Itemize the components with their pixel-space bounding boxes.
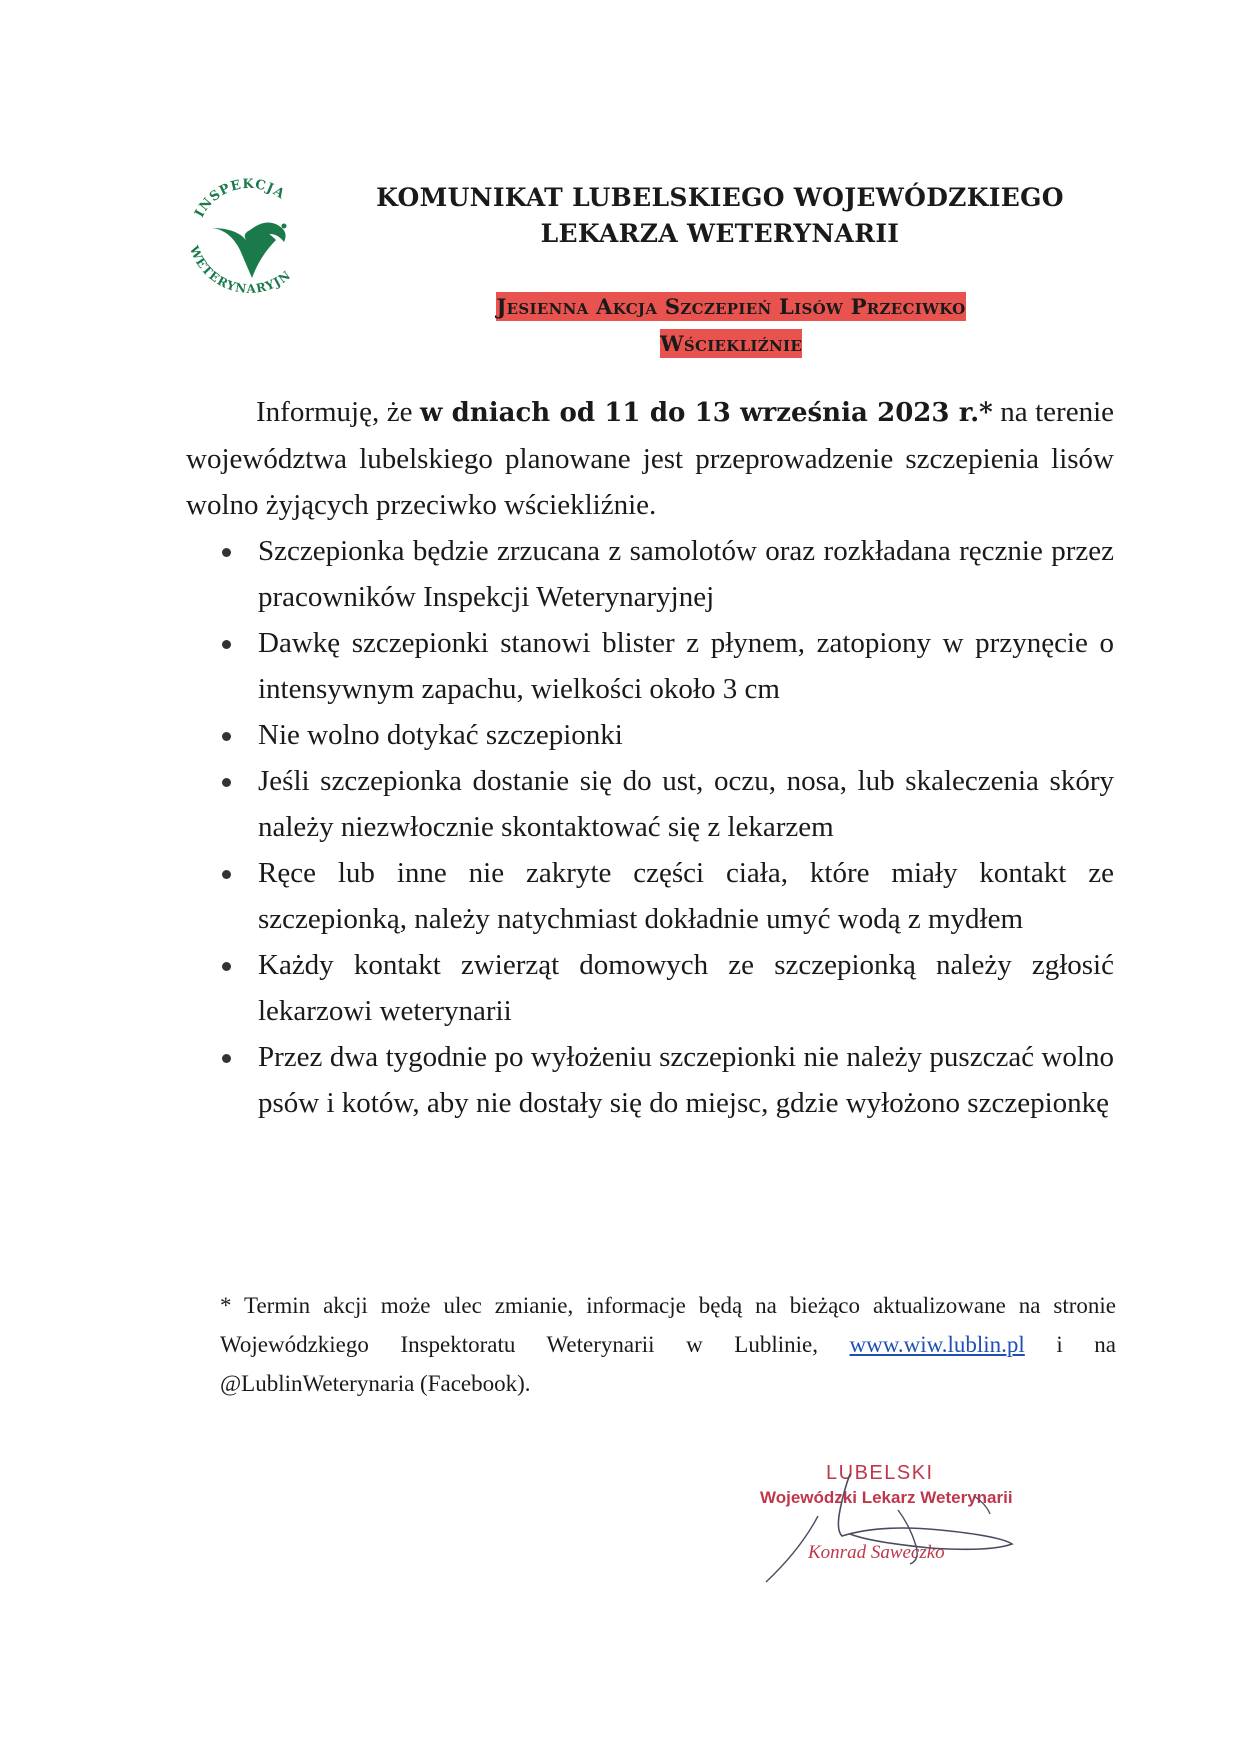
list-item-text: Nie wolno dotykać szczepionki <box>258 719 623 751</box>
bullet-dot-icon <box>222 732 231 741</box>
subtitle-line2: Wściekliźnie <box>659 331 803 356</box>
website-link[interactable]: www.wiw.lublin.pl <box>849 1332 1025 1357</box>
handwritten-signature-icon <box>740 1460 1060 1600</box>
list-item <box>186 528 1114 620</box>
list-item-text: Jeśli szczepionka dostanie się do ust, oczu, nosa, lub skaleczenia skóry należy niezwłocznie skontaktować się z lekarzem <box>258 765 1114 843</box>
announcement-body <box>186 389 1114 1126</box>
list-item <box>186 942 1114 1034</box>
veterinary-inspection-logo <box>190 178 320 328</box>
list-item-text: Przez dwa tygodnie po wyłożeniu szczepionki nie należy puszczać wolno psów i kotów, aby nie dostały się do miejsc, gdzie wyłożono szczepionkę <box>258 1041 1114 1119</box>
subtitle-line1: Jesienna Akcja Szczepień Lisów Przeciwko <box>496 294 966 319</box>
logo-text-top: INSPEKCJA <box>192 178 288 220</box>
bullet-dot-icon <box>222 640 231 649</box>
intro-text-end: na terenie województwa lubelskiego planowane jest przeprowadzenie szczepienia lisów wolno żyjących przeciwko wściekliźnie. <box>186 396 1115 521</box>
intro-paragraph <box>186 389 1114 528</box>
svg-text:INSPEKCJA <box>192 178 288 220</box>
header-title <box>340 180 1100 252</box>
footnote-text-start: * Termin akcji może ulec zmianie, informacje będą na bieżąco aktualizowane na stronie Wojewódzkiego Inspektoratu Weterynarii w Lublinie, <box>220 1293 1116 1357</box>
list-item-text: Każdy kontakt zwierząt domowych ze szczepionką należy zgłosić lekarzowi weterynarii <box>258 949 1114 1027</box>
footnote <box>220 1286 1116 1403</box>
logo-text-bottom: ETERYNARYJN <box>192 255 294 296</box>
instructions-list <box>186 528 1114 1126</box>
list-item-text: Dawkę szczepionki stanowi blister z płynem, zatopiony w przynęcie o intensywnym zapachu, wielkości około 3 cm <box>258 627 1114 705</box>
footnote-text-end: i na @LublinWeterynaria (Facebook). <box>220 1332 1117 1396</box>
list-item <box>186 758 1114 850</box>
list-item <box>186 1034 1114 1126</box>
list-item <box>186 620 1114 712</box>
signature-office: Wojewódzki Lekarz Weterynarii <box>760 1488 1013 1507</box>
bullet-dot-icon <box>222 870 231 879</box>
bullet-dot-icon <box>222 1054 231 1063</box>
signature-stamp <box>740 1460 1060 1600</box>
header-title-line2: LEKARZA WETERYNARII <box>540 219 900 248</box>
intro-text-start: Informuję, że <box>256 396 420 428</box>
list-item-text: Szczepionka będzie zrzucana z samolotów oraz rozkładana ręcznie przez pracowników Inspekcji Weterynaryjnej <box>258 535 1114 613</box>
bullet-dot-icon <box>222 778 231 787</box>
list-item <box>186 850 1114 942</box>
signature-title: LUBELSKI <box>826 1462 934 1484</box>
list-item <box>186 712 1114 758</box>
intro-date-bold: w dniach od 11 do 13 września 2023 r.* <box>419 398 993 428</box>
bullet-dot-icon <box>222 548 231 557</box>
header-title-line1: KOMUNIKAT LUBELSKIEGO WOJEWÓDZKIEGO <box>376 183 1064 212</box>
list-item-text: Ręce lub inne nie zakryte części ciała, które miały kontakt ze szczepionką, należy natychmiast dokładnie umyć wodą z mydłem <box>258 857 1114 935</box>
signature-name: Konrad Saweczko <box>808 1542 945 1563</box>
campaign-subtitle <box>378 288 1084 362</box>
bullet-dot-icon <box>222 962 231 971</box>
